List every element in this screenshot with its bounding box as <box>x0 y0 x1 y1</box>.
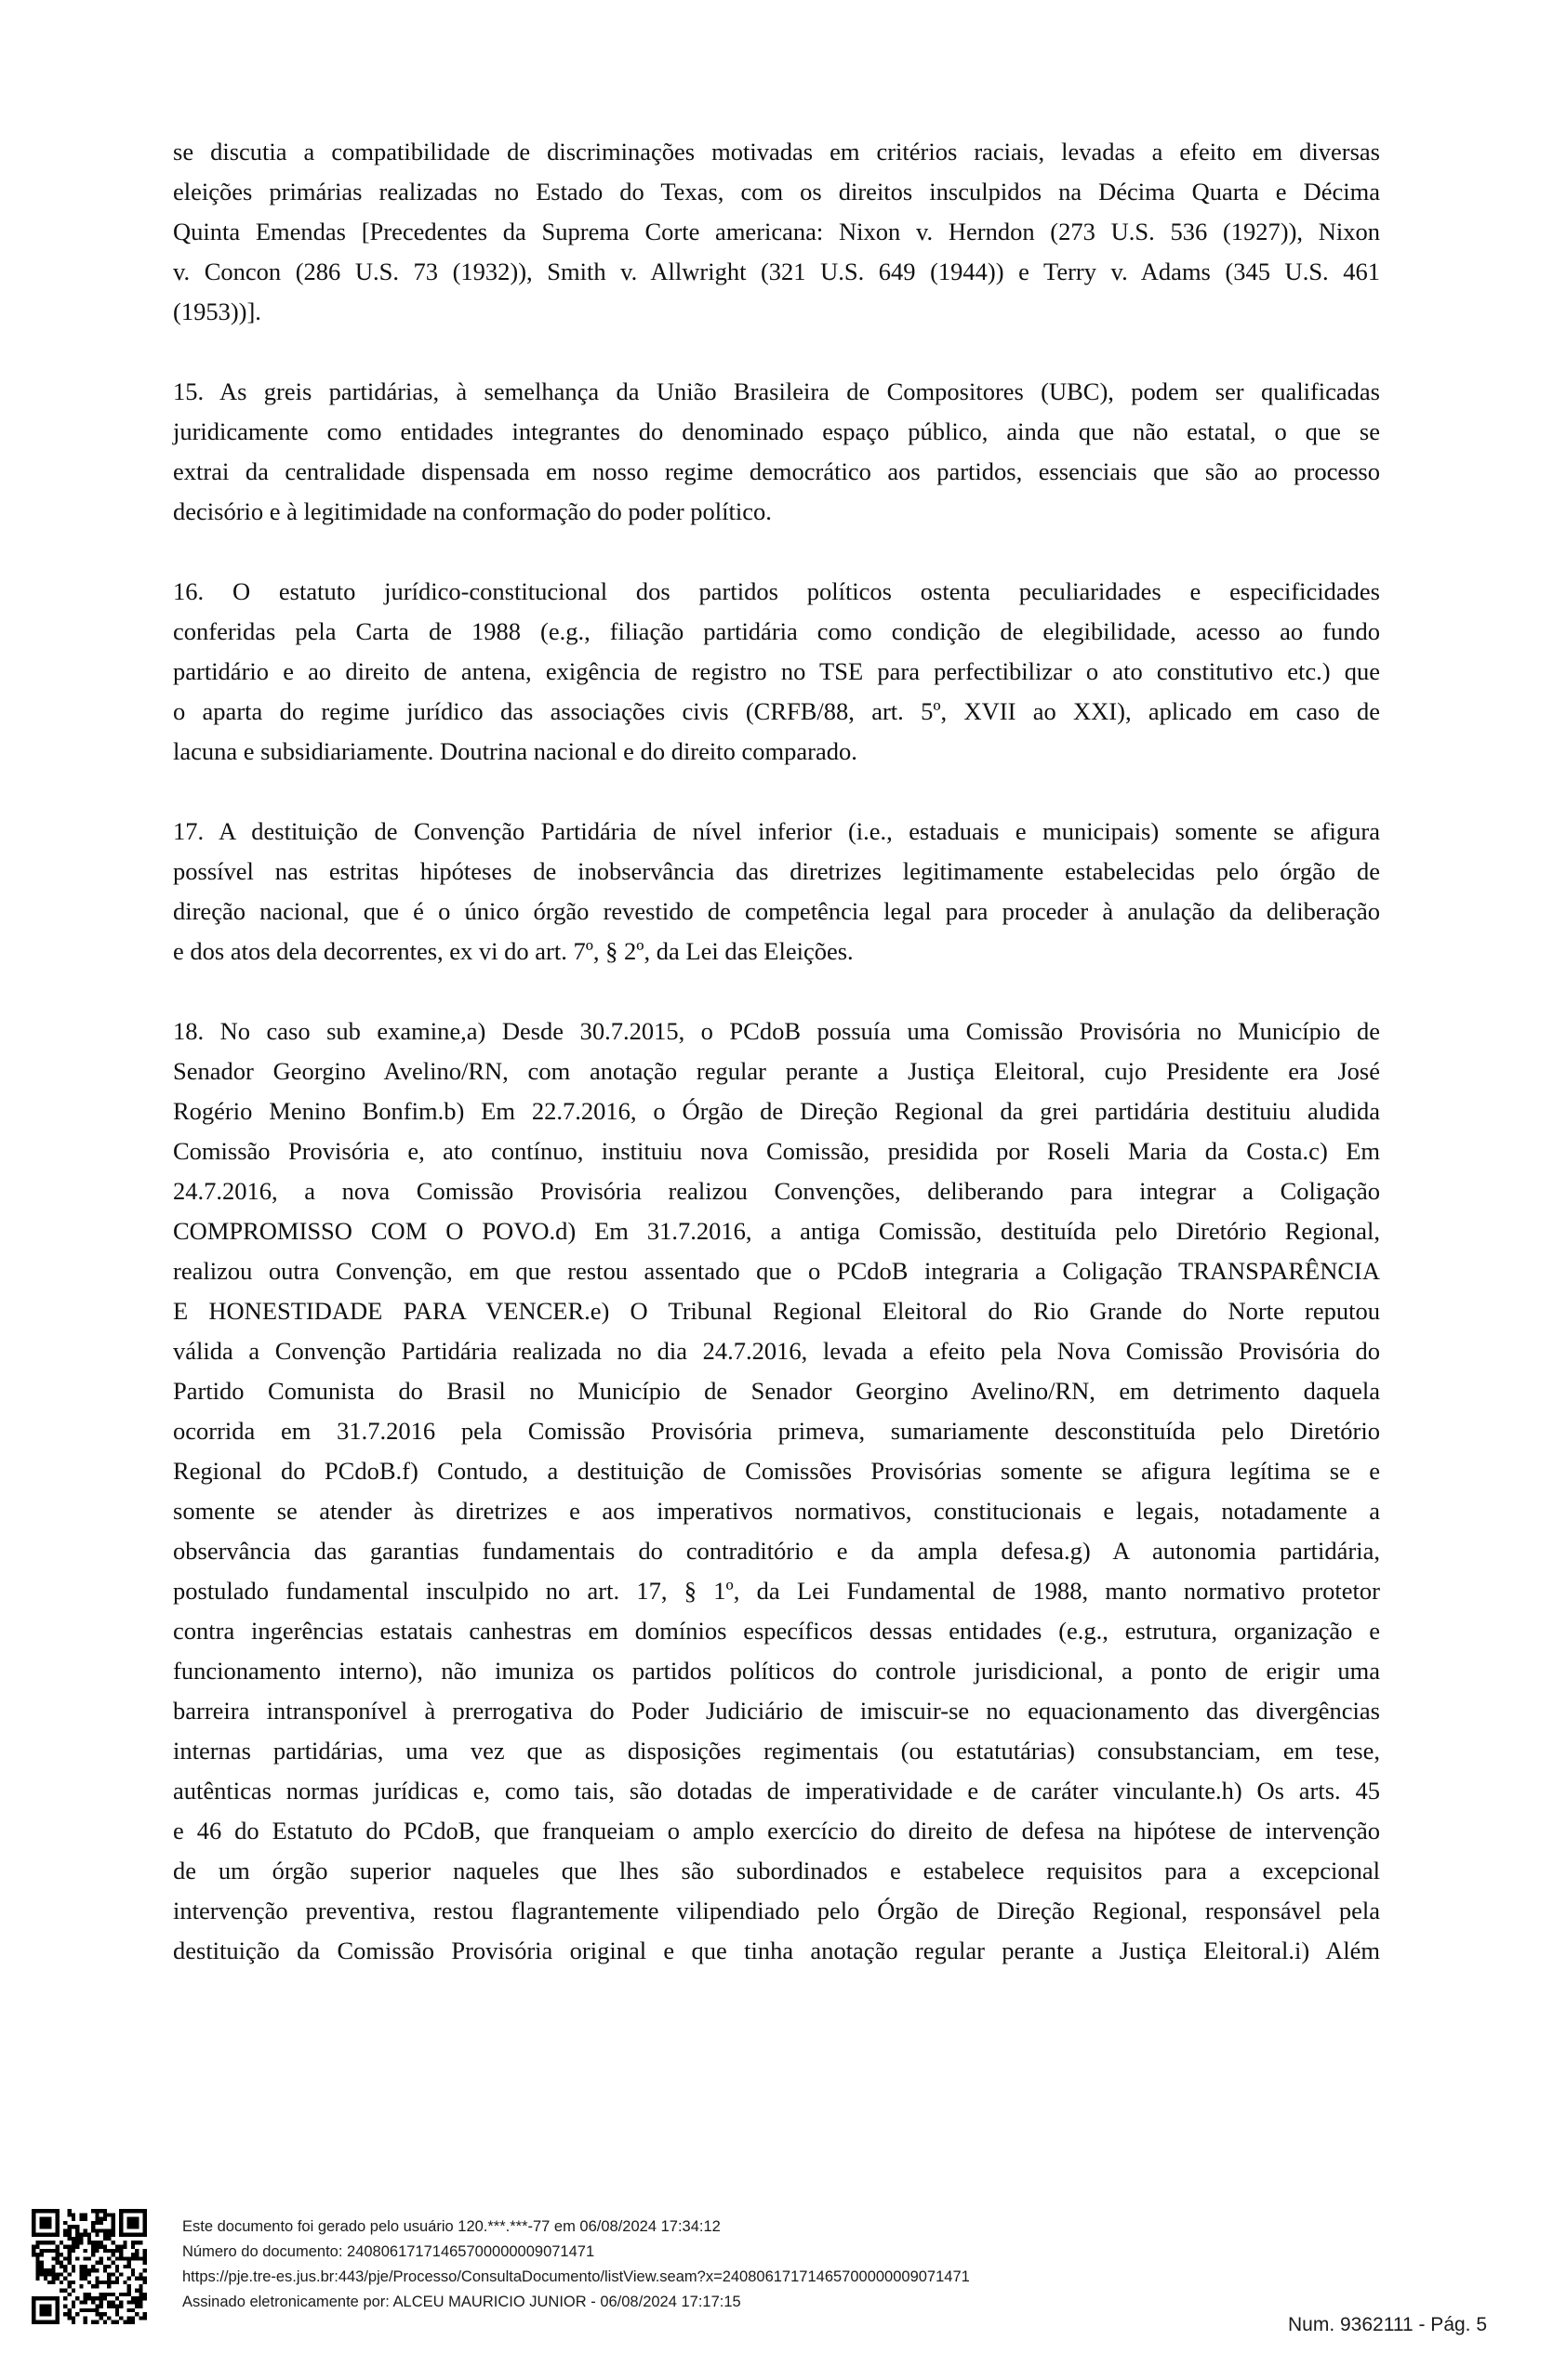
text-line: funcionamento interno), não imuniza os partidos políticos do controle jurisdicional, a ponto de erigir uma <box>173 1657 1380 1685</box>
text-line: contra ingerências estatais canhestras em domínios específicos dessas entidades (e.g., estrutura, organização e <box>173 1617 1380 1645</box>
text-line: válida a Convenção Partidária realizada no dia 24.7.2016, levada a efeito pela Nova Comissão Provisória do <box>173 1337 1380 1365</box>
text-line: realizou outra Convenção, em que restou assentado que o PCdoB integraria a Coligação TRANSPARÊNCIA <box>173 1257 1380 1285</box>
paragraph-16 <box>173 572 1380 772</box>
paragraph-18 <box>173 1012 1380 1971</box>
text-line: Quinta Emendas [Precedentes da Suprema Corte americana: Nixon v. Herndon (273 U.S. 536 (1927)), Nixon <box>173 218 1380 245</box>
text-line: Partido Comunista do Brasil no Município de Senador Georgino Avelino/RN, em detrimento daquela <box>173 1377 1380 1405</box>
paragraph-15 <box>173 372 1380 532</box>
page-number: Num. 9362111 - Pág. 5 <box>1288 2314 1488 2335</box>
text-line: possível nas estritas hipóteses de inobservância das diretrizes legitimamente estabelecidas pelo órgão de <box>173 857 1380 885</box>
text-line: eleições primárias realizadas no Estado do Texas, com os direitos insculpidos na Décima Quarta e Décima <box>173 178 1380 205</box>
document-url-link[interactable]: https://pje.tre-es.jus.br:443/pje/Processo/ConsultaDocumento/listView.seam?x=24080617171465700000009071471 <box>182 2268 970 2285</box>
text-line: E HONESTIDADE PARA VENCER.e) O Tribunal Regional Eleitoral do Rio Grande do Norte reputou <box>173 1297 1380 1325</box>
text-line: Rogério Menino Bonfim.b) Em 22.7.2016, o Órgão de Direção Regional da grei partidária destituiu aludida <box>173 1097 1380 1125</box>
signed-by-line: Assinado eletronicamente por: ALCEU MAURICIO JUNIOR - 06/08/2024 17:17:15 <box>182 2294 741 2310</box>
text-line: intervenção preventiva, restou flagrantemente vilipendiado pelo Órgão de Direção Regional, responsável pela <box>173 1897 1380 1924</box>
paragraph-17 <box>173 812 1380 972</box>
text-line: de um órgão superior naqueles que lhes são subordinados e estabelece requisitos para a excepcional <box>173 1857 1380 1884</box>
text-line: extrai da centralidade dispensada em nosso regime democrático aos partidos, essenciais que são ao processo <box>173 457 1380 485</box>
text-line: postulado fundamental insculpido no art. 17, § 1º, da Lei Fundamental de 1988, manto normativo protetor <box>173 1577 1380 1605</box>
text-line: lacuna e subsidiariamente. Doutrina nacional e do direito comparado. <box>173 737 857 765</box>
text-line: 15. As greis partidárias, à semelhança da União Brasileira de Compositores (UBC), podem ser qualificadas <box>173 377 1380 405</box>
text-line: Senador Georgino Avelino/RN, com anotação regular perante a Justiça Eleitoral, cujo Presidente era José <box>173 1057 1380 1085</box>
text-line: o aparta do regime jurídico das associações civis (CRFB/88, art. 5º, XVII ao XXI), aplicado em caso de <box>173 697 1380 725</box>
generated-by-line: Este documento foi gerado pelo usuário 120.***.***-77 em 06/08/2024 17:34:12 <box>182 2218 721 2235</box>
text-line: barreira intransponível à prerrogativa do Poder Judiciário de imiscuir-se no equacionamento das divergências <box>173 1697 1380 1725</box>
text-line: observância das garantias fundamentais do contraditório e da ampla defesa.g) A autonomia partidária, <box>173 1537 1380 1565</box>
text-line: 24.7.2016, a nova Comissão Provisória realizou Convenções, deliberando para integrar a Coligação <box>173 1177 1380 1205</box>
text-line: conferidas pela Carta de 1988 (e.g., filiação partidária como condição de elegibilidade, acesso ao fundo <box>173 617 1380 645</box>
text-line: 18. No caso sub examine,a) Desde 30.7.2015, o PCdoB possuía uma Comissão Provisória no Município de <box>173 1017 1380 1045</box>
signature-footer <box>182 2215 970 2315</box>
text-line: Comissão Provisória e, ato contínuo, instituiu nova Comissão, presidida por Roseli Maria da Costa.c) Em <box>173 1137 1380 1165</box>
text-line: (1953))]. <box>173 298 261 325</box>
text-line: destituição da Comissão Provisória original e que tinha anotação regular perante a Justiça Eleitoral.i) Além <box>173 1937 1380 1964</box>
text-line: juridicamente como entidades integrantes do denominado espaço público, ainda que não estatal, o que se <box>173 417 1380 445</box>
paragraph-14-continuation <box>173 132 1380 332</box>
text-line: 17. A destituição de Convenção Partidária de nível inferior (i.e., estaduais e municipais) somente se afigura <box>173 817 1380 845</box>
text-line: v. Concon (286 U.S. 73 (1932)), Smith v. Allwright (321 U.S. 649 (1944)) e Terry v. Adams (345 U.S. 461 <box>173 258 1380 285</box>
text-line: somente se atender às diretrizes e aos imperativos normativos, constitucionais e legais, notadamente a <box>173 1497 1380 1525</box>
qr-code-icon[interactable] <box>32 2209 147 2324</box>
text-line: e dos atos dela decorrentes, ex vi do art. 7º, § 2º, da Lei das Eleições. <box>173 937 854 965</box>
text-line: 16. O estatuto jurídico-constitucional dos partidos políticos ostenta peculiaridades e especificidades <box>173 577 1380 605</box>
document-body <box>173 132 1380 2011</box>
text-line: se discutia a compatibilidade de discriminações motivadas em critérios raciais, levadas a efeito em diversas <box>173 138 1380 165</box>
text-line: direção nacional, que é o único órgão revestido de competência legal para proceder à anulação da deliberação <box>173 897 1380 925</box>
text-line: decisório e à legitimidade na conformação do poder político. <box>173 497 772 525</box>
text-line: Regional do PCdoB.f) Contudo, a destituição de Comissões Provisórias somente se afigura legítima se e <box>173 1457 1380 1485</box>
text-line: autênticas normas jurídicas e, como tais, são dotadas de imperatividade e de caráter vinculante.h) Os arts. 45 <box>173 1777 1380 1805</box>
text-line: e 46 do Estatuto do PCdoB, que franqueiam o amplo exercício do direito de defesa na hipótese de intervenção <box>173 1817 1380 1844</box>
text-line: COMPROMISSO COM O POVO.d) Em 31.7.2016, a antiga Comissão, destituída pelo Diretório Regional, <box>173 1217 1380 1245</box>
text-line: partidário e ao direito de antena, exigência de registro no TSE para perfectibilizar o ato constitutivo etc.) que <box>173 657 1380 685</box>
document-number-line: Número do documento: 24080617171465700000009071471 <box>182 2243 595 2260</box>
text-line: ocorrida em 31.7.2016 pela Comissão Provisória primeva, sumariamente desconstituída pelo Diretório <box>173 1417 1380 1445</box>
text-line: internas partidárias, uma vez que as disposições regimentais (ou estatutárias) consubstanciam, em tese, <box>173 1737 1380 1765</box>
